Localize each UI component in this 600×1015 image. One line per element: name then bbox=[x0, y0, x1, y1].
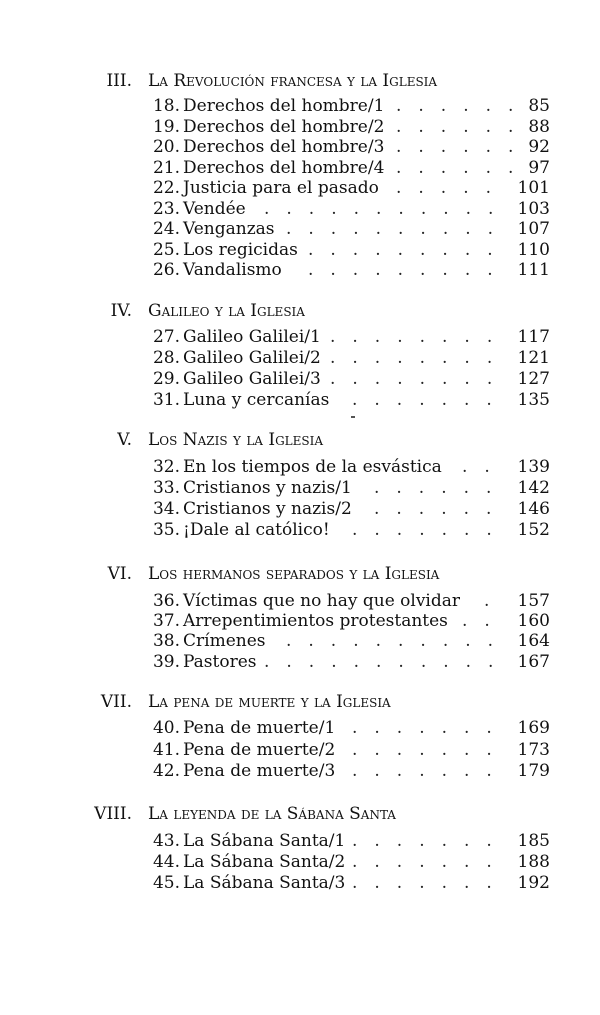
entry-number: 44. bbox=[152, 852, 180, 872]
entry-number: 18. bbox=[152, 96, 180, 116]
toc-entry bbox=[0, 390, 600, 411]
dot-leader: ...... bbox=[374, 478, 509, 498]
toc-entry bbox=[0, 348, 600, 369]
toc-entry bbox=[0, 831, 600, 852]
entry-title: Arrepentimientos protestantes bbox=[183, 611, 448, 631]
section-numeral: III. bbox=[106, 71, 132, 91]
entry-page: 167 bbox=[517, 652, 550, 672]
section-title: La Revolución francesa y la Iglesia bbox=[148, 71, 438, 91]
toc-entry bbox=[0, 96, 600, 117]
dot-leader: ........... bbox=[264, 199, 511, 219]
dot-leader: . bbox=[484, 591, 507, 611]
entry-page: 85 bbox=[528, 96, 550, 116]
entry-page: 139 bbox=[517, 457, 550, 477]
entry-title: La Sábana Santa/2 bbox=[183, 852, 346, 872]
entry-page: 135 bbox=[517, 390, 550, 410]
entry-title: La Sábana Santa/1 bbox=[183, 831, 346, 851]
toc-entry bbox=[0, 873, 600, 894]
dot-leader: .. bbox=[462, 611, 507, 631]
dot-leader: ....... bbox=[352, 740, 509, 760]
entry-page: 97 bbox=[528, 158, 550, 178]
entry-page: 111 bbox=[517, 260, 550, 280]
entry-title: Cristianos y nazis/2 bbox=[183, 499, 352, 519]
entry-title: Galileo Galilei/2 bbox=[183, 348, 321, 368]
entry-number: 35. bbox=[152, 520, 180, 540]
dot-leader: ......... bbox=[308, 260, 510, 280]
dot-leader: ....... bbox=[352, 390, 509, 410]
entry-number: 38. bbox=[152, 631, 180, 651]
dot-leader: ....... bbox=[352, 718, 509, 738]
entry-title: Pena de muerte/2 bbox=[183, 740, 336, 760]
entry-title: Pastores bbox=[183, 652, 257, 672]
section-iii bbox=[0, 70, 600, 280]
toc-entry bbox=[0, 520, 600, 541]
entry-number: 32. bbox=[152, 457, 180, 477]
toc-entry bbox=[0, 158, 600, 179]
section-v bbox=[0, 429, 600, 540]
entry-number: 34. bbox=[152, 499, 180, 519]
section-heading bbox=[0, 563, 600, 585]
section-numeral: VI. bbox=[107, 564, 132, 584]
entry-number: 40. bbox=[152, 718, 180, 738]
dot-leader: .......... bbox=[286, 219, 511, 239]
toc-entry bbox=[0, 260, 600, 281]
toc-entry bbox=[0, 369, 600, 390]
entry-number: 43. bbox=[152, 831, 180, 851]
section-title: Galileo y la Iglesia bbox=[148, 301, 305, 321]
entry-page: 157 bbox=[517, 591, 550, 611]
toc-entry bbox=[0, 327, 600, 348]
entry-number: 33. bbox=[152, 478, 180, 498]
toc-entry bbox=[0, 761, 600, 782]
entry-title: Derechos del hombre/3 bbox=[183, 137, 385, 157]
toc-entry bbox=[0, 117, 600, 138]
dot-leader: ...... bbox=[396, 117, 531, 137]
entry-page: 164 bbox=[517, 631, 550, 651]
toc-entry bbox=[0, 478, 600, 499]
section-title: La leyenda de la Sábana Santa bbox=[148, 804, 396, 824]
entry-page: 146 bbox=[517, 499, 550, 519]
entry-number: 42. bbox=[152, 761, 180, 781]
toc-entry bbox=[0, 652, 600, 673]
dot-leader: ....... bbox=[352, 761, 509, 781]
section-heading bbox=[0, 429, 600, 451]
dot-leader: ....... bbox=[352, 852, 509, 872]
entry-page: 110 bbox=[517, 240, 550, 260]
toc-entry bbox=[0, 740, 600, 761]
entry-page: 101 bbox=[517, 178, 550, 198]
entry-title: Crímenes bbox=[183, 631, 266, 651]
section-numeral: VIII. bbox=[94, 804, 132, 824]
entry-number: 23. bbox=[152, 199, 180, 219]
dot-leader: .. bbox=[462, 457, 507, 477]
entry-page: 117 bbox=[517, 327, 550, 347]
section-title: Los Nazis y la Iglesia bbox=[148, 430, 324, 450]
entry-title: Vandalismo bbox=[183, 260, 282, 280]
entry-page: 127 bbox=[517, 369, 550, 389]
entry-number: 28. bbox=[152, 348, 180, 368]
entry-title: La Sábana Santa/3 bbox=[183, 873, 346, 893]
toc-entry bbox=[0, 240, 600, 261]
entry-title: Los regicidas bbox=[183, 240, 298, 260]
toc-entry bbox=[0, 199, 600, 220]
entry-title: Galileo Galilei/3 bbox=[183, 369, 321, 389]
entry-page: 169 bbox=[517, 718, 550, 738]
section-iv bbox=[0, 300, 600, 410]
dot-leader: ........ bbox=[330, 369, 510, 389]
entry-number: 24. bbox=[152, 219, 180, 239]
dot-leader: ........ bbox=[330, 327, 510, 347]
entry-page: 107 bbox=[517, 219, 550, 239]
entry-page: 173 bbox=[517, 740, 550, 760]
dot-leader: ....... bbox=[352, 873, 509, 893]
section-numeral: V. bbox=[117, 430, 132, 450]
entry-number: 26. bbox=[152, 260, 180, 280]
section-vii bbox=[0, 691, 600, 781]
toc-entry bbox=[0, 178, 600, 199]
ink-mark bbox=[351, 416, 355, 418]
section-heading bbox=[0, 300, 600, 322]
dot-leader: ...... bbox=[396, 158, 531, 178]
entry-number: 39. bbox=[152, 652, 180, 672]
entry-number: 19. bbox=[152, 117, 180, 137]
entry-page: 88 bbox=[528, 117, 550, 137]
dot-leader: ........ bbox=[330, 348, 510, 368]
dot-leader: ....... bbox=[352, 520, 509, 540]
section-heading bbox=[0, 691, 600, 713]
entry-page: 179 bbox=[517, 761, 550, 781]
entry-number: 27. bbox=[152, 327, 180, 347]
entry-page: 121 bbox=[517, 348, 550, 368]
entry-title: Vendée bbox=[183, 199, 246, 219]
entry-title: Derechos del hombre/4 bbox=[183, 158, 385, 178]
section-title: La pena de muerte y la Iglesia bbox=[148, 692, 391, 712]
toc-entry bbox=[0, 137, 600, 158]
entry-number: 29. bbox=[152, 369, 180, 389]
entry-page: 142 bbox=[517, 478, 550, 498]
section-heading bbox=[0, 803, 600, 825]
entry-title: Galileo Galilei/1 bbox=[183, 327, 321, 347]
entry-page: 92 bbox=[528, 137, 550, 157]
toc-entry bbox=[0, 499, 600, 520]
entry-number: 45. bbox=[152, 873, 180, 893]
entry-title: Derechos del hombre/1 bbox=[183, 96, 385, 116]
entry-title: Derechos del hombre/2 bbox=[183, 117, 385, 137]
toc-entry bbox=[0, 457, 600, 478]
entry-number: 31. bbox=[152, 390, 180, 410]
entry-number: 37. bbox=[152, 611, 180, 631]
entry-number: 21. bbox=[152, 158, 180, 178]
dot-leader: ....... bbox=[352, 831, 509, 851]
entry-title: En los tiempos de la esvástica bbox=[183, 457, 442, 477]
entry-number: 36. bbox=[152, 591, 180, 611]
dot-leader: .......... bbox=[286, 631, 511, 651]
entry-number: 41. bbox=[152, 740, 180, 760]
section-viii bbox=[0, 803, 600, 893]
toc-entry bbox=[0, 611, 600, 632]
section-title: Los hermanos separados y la Iglesia bbox=[148, 564, 440, 584]
entry-page: 103 bbox=[517, 199, 550, 219]
dot-leader: ...... bbox=[396, 96, 531, 116]
entry-number: 22. bbox=[152, 178, 180, 198]
toc-entry bbox=[0, 852, 600, 873]
toc-entry bbox=[0, 718, 600, 739]
entry-page: 188 bbox=[517, 852, 550, 872]
dot-leader: ..... bbox=[396, 178, 509, 198]
entry-page: 185 bbox=[517, 831, 550, 851]
entry-number: 25. bbox=[152, 240, 180, 260]
entry-title: Víctimas que no hay que olvidar bbox=[183, 591, 461, 611]
dot-leader: ........... bbox=[264, 652, 511, 672]
section-vi bbox=[0, 563, 600, 672]
entry-page: 152 bbox=[517, 520, 550, 540]
section-numeral: VII. bbox=[100, 692, 132, 712]
toc-entry bbox=[0, 631, 600, 652]
entry-title: Venganzas bbox=[183, 219, 275, 239]
dot-leader: ...... bbox=[374, 499, 509, 519]
entry-page: 192 bbox=[517, 873, 550, 893]
section-numeral: IV. bbox=[110, 301, 132, 321]
toc-entry bbox=[0, 591, 600, 612]
entry-title: Luna y cercanías bbox=[183, 390, 330, 410]
entry-title: Justicia para el pasado bbox=[183, 178, 379, 198]
dot-leader: ...... bbox=[396, 137, 531, 157]
section-heading bbox=[0, 70, 600, 92]
entry-title: ¡Dale al católico! bbox=[183, 520, 330, 540]
entry-page: 160 bbox=[517, 611, 550, 631]
entry-title: Cristianos y nazis/1 bbox=[183, 478, 352, 498]
entry-title: Pena de muerte/1 bbox=[183, 718, 336, 738]
toc-entry bbox=[0, 219, 600, 240]
entry-title: Pena de muerte/3 bbox=[183, 761, 336, 781]
entry-number: 20. bbox=[152, 137, 180, 157]
dot-leader: ......... bbox=[308, 240, 510, 260]
